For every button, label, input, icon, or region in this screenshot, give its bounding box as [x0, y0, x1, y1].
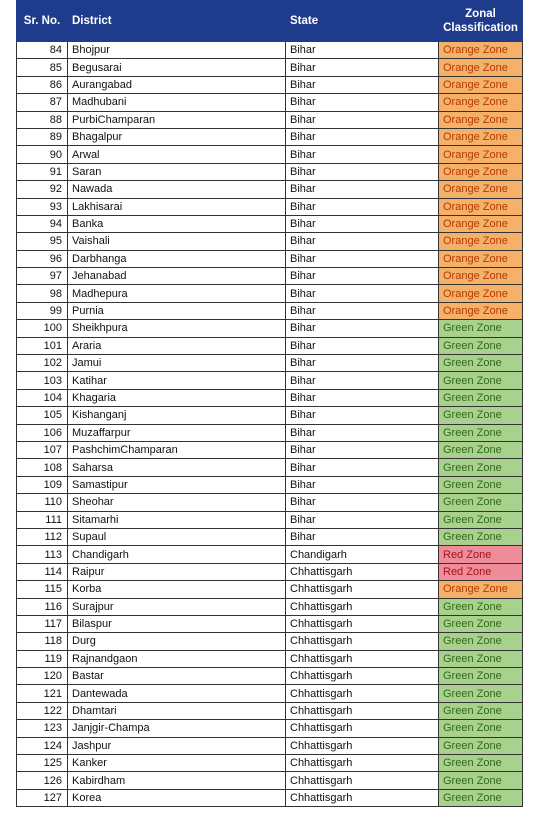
sr-no-cell: 85	[17, 59, 68, 76]
zone-badge: Orange Zone	[443, 200, 508, 213]
state-cell: Chhattisgarh	[286, 737, 439, 754]
zone-badge: Green Zone	[443, 670, 502, 683]
zone-cell	[439, 476, 523, 493]
district-cell: Lakhisarai	[68, 198, 286, 215]
district-cell: Raipur	[68, 563, 286, 580]
zone-cell	[439, 511, 523, 528]
zone-cell	[439, 128, 523, 145]
sr-no-cell: 94	[17, 215, 68, 232]
zone-badge: Green Zone	[443, 444, 502, 457]
district-cell: Jehanabad	[68, 268, 286, 285]
table-row	[17, 494, 523, 511]
zone-cell	[439, 546, 523, 563]
state-cell: Bihar	[286, 250, 439, 267]
sr-no-cell: 109	[17, 476, 68, 493]
table-row	[17, 459, 523, 476]
zone-cell	[439, 407, 523, 424]
sr-no-cell: 103	[17, 372, 68, 389]
zone-badge: Orange Zone	[443, 113, 508, 126]
table-row	[17, 111, 523, 128]
table-row	[17, 320, 523, 337]
state-cell: Bihar	[286, 233, 439, 250]
header-state: State	[286, 1, 439, 42]
district-cell: Dantewada	[68, 685, 286, 702]
state-cell: Bihar	[286, 94, 439, 111]
district-cell: Banka	[68, 215, 286, 232]
district-cell: Darbhanga	[68, 250, 286, 267]
zone-badge: Orange Zone	[443, 165, 508, 178]
zone-cell	[439, 59, 523, 76]
table-row	[17, 424, 523, 441]
zone-badge: Green Zone	[443, 322, 502, 335]
zone-cell	[439, 285, 523, 302]
zone-badge: Red Zone	[443, 565, 492, 578]
zone-badge: Orange Zone	[443, 44, 508, 57]
zone-cell	[439, 355, 523, 372]
table-row	[17, 702, 523, 719]
state-cell: Chhattisgarh	[286, 633, 439, 650]
table-row	[17, 163, 523, 180]
district-cell: Sheohar	[68, 494, 286, 511]
sr-no-cell: 92	[17, 181, 68, 198]
district-cell: Araria	[68, 337, 286, 354]
zone-badge: Green Zone	[443, 513, 502, 526]
sr-no-cell: 126	[17, 772, 68, 789]
state-cell: Bihar	[286, 146, 439, 163]
state-cell: Chhattisgarh	[286, 772, 439, 789]
table-row	[17, 528, 523, 545]
district-cell: Madhubani	[68, 94, 286, 111]
zone-badge: Green Zone	[443, 791, 502, 804]
district-cell: Jamui	[68, 355, 286, 372]
table-row	[17, 476, 523, 493]
sr-no-cell: 86	[17, 76, 68, 93]
district-cell: Korba	[68, 581, 286, 598]
sr-no-cell: 112	[17, 528, 68, 545]
table-row	[17, 615, 523, 632]
zone-cell	[439, 94, 523, 111]
district-cell: Khagaria	[68, 389, 286, 406]
zone-cell	[439, 598, 523, 615]
zone-cell	[439, 215, 523, 232]
sr-no-cell: 123	[17, 720, 68, 737]
zone-badge: Orange Zone	[443, 148, 508, 161]
state-cell: Bihar	[286, 372, 439, 389]
table-row	[17, 285, 523, 302]
sr-no-cell: 87	[17, 94, 68, 111]
sr-no-cell: 99	[17, 302, 68, 319]
zone-cell	[439, 42, 523, 59]
state-cell: Chhattisgarh	[286, 702, 439, 719]
zone-cell	[439, 424, 523, 441]
zone-badge: Green Zone	[443, 461, 502, 474]
zone-cell	[439, 755, 523, 772]
zonal-classification-table	[16, 0, 523, 807]
district-cell: Janjgir-Champa	[68, 720, 286, 737]
header-row	[17, 1, 523, 42]
table-row	[17, 407, 523, 424]
zone-cell	[439, 146, 523, 163]
district-cell: Dhamtari	[68, 702, 286, 719]
table-body	[17, 42, 523, 807]
sr-no-cell: 95	[17, 233, 68, 250]
table-row	[17, 146, 523, 163]
table-row	[17, 668, 523, 685]
zone-cell	[439, 111, 523, 128]
district-cell: Bhojpur	[68, 42, 286, 59]
sr-no-cell: 97	[17, 268, 68, 285]
header-sr-no: Sr. No.	[17, 1, 68, 42]
district-cell: Sitamarhi	[68, 511, 286, 528]
state-cell: Bihar	[286, 407, 439, 424]
table-row	[17, 42, 523, 59]
table-row	[17, 546, 523, 563]
state-cell: Bihar	[286, 494, 439, 511]
district-cell: Saharsa	[68, 459, 286, 476]
header-zonal-classification	[439, 1, 523, 42]
zone-cell	[439, 494, 523, 511]
zone-cell	[439, 633, 523, 650]
zone-cell	[439, 581, 523, 598]
table-row	[17, 198, 523, 215]
table-row	[17, 685, 523, 702]
table-row	[17, 598, 523, 615]
sr-no-cell: 100	[17, 320, 68, 337]
district-cell: Sheikhpura	[68, 320, 286, 337]
zone-badge: Green Zone	[443, 374, 502, 387]
zone-badge: Green Zone	[443, 687, 502, 700]
district-cell: Chandigarh	[68, 546, 286, 563]
zone-cell	[439, 668, 523, 685]
zone-badge: Green Zone	[443, 392, 502, 404]
zone-cell	[439, 441, 523, 458]
state-cell: Bihar	[286, 163, 439, 180]
zone-cell	[439, 650, 523, 667]
zone-cell	[439, 181, 523, 198]
state-cell: Bihar	[286, 476, 439, 493]
sr-no-cell: 84	[17, 42, 68, 59]
sr-no-cell: 114	[17, 563, 68, 580]
zone-badge: Orange Zone	[443, 131, 508, 144]
zone-badge: Green Zone	[443, 705, 502, 718]
zone-cell	[439, 459, 523, 476]
zone-cell	[439, 302, 523, 319]
zone-badge: Orange Zone	[443, 305, 508, 318]
zone-badge: Orange Zone	[443, 218, 508, 231]
table-row	[17, 250, 523, 267]
sr-no-cell: 105	[17, 407, 68, 424]
table-row	[17, 233, 523, 250]
district-cell: Korea	[68, 789, 286, 806]
state-cell: Chhattisgarh	[286, 789, 439, 806]
zone-cell	[439, 163, 523, 180]
sr-no-cell: 127	[17, 789, 68, 806]
district-cell: Saran	[68, 163, 286, 180]
zone-badge: Green Zone	[443, 652, 502, 665]
state-cell: Bihar	[286, 42, 439, 59]
zone-badge: Green Zone	[443, 478, 502, 491]
state-cell: Bihar	[286, 389, 439, 406]
sr-no-cell: 110	[17, 494, 68, 511]
zone-cell	[439, 789, 523, 806]
zone-badge: Orange Zone	[443, 583, 508, 596]
state-cell: Bihar	[286, 128, 439, 145]
state-cell: Chhattisgarh	[286, 598, 439, 615]
sr-no-cell: 111	[17, 511, 68, 528]
zone-badge: Green Zone	[443, 757, 502, 770]
state-cell: Bihar	[286, 337, 439, 354]
zone-badge: Orange Zone	[443, 270, 508, 283]
district-cell: PurbiChamparan	[68, 111, 286, 128]
state-cell: Bihar	[286, 59, 439, 76]
zone-badge: Orange Zone	[443, 183, 508, 196]
zone-badge: Green Zone	[443, 409, 502, 422]
sr-no-cell: 120	[17, 668, 68, 685]
district-cell: Purnia	[68, 302, 286, 319]
district-cell: Begusarai	[68, 59, 286, 76]
table-row	[17, 302, 523, 319]
sr-no-cell: 124	[17, 737, 68, 754]
state-cell: Chhattisgarh	[286, 668, 439, 685]
state-cell: Bihar	[286, 511, 439, 528]
table-row	[17, 268, 523, 285]
district-cell: Jashpur	[68, 737, 286, 754]
table-row	[17, 772, 523, 789]
zone-cell	[439, 250, 523, 267]
district-cell: Surajpur	[68, 598, 286, 615]
state-cell: Chhattisgarh	[286, 650, 439, 667]
sr-no-cell: 121	[17, 685, 68, 702]
state-cell: Chhattisgarh	[286, 563, 439, 580]
state-cell: Bihar	[286, 302, 439, 319]
zone-badge: Orange Zone	[443, 252, 508, 265]
sr-no-cell: 115	[17, 581, 68, 598]
state-cell: Bihar	[286, 459, 439, 476]
sr-no-cell: 108	[17, 459, 68, 476]
zone-badge: Green Zone	[443, 531, 502, 544]
sr-no-cell: 98	[17, 285, 68, 302]
zone-badge: Green Zone	[443, 426, 502, 439]
district-cell: Bhagalpur	[68, 128, 286, 145]
zone-cell	[439, 76, 523, 93]
table-row	[17, 76, 523, 93]
district-cell: Nawada	[68, 181, 286, 198]
district-cell: Supaul	[68, 528, 286, 545]
state-cell: Bihar	[286, 355, 439, 372]
state-cell: Chandigarh	[286, 546, 439, 563]
state-cell: Bihar	[286, 285, 439, 302]
table-row	[17, 128, 523, 145]
district-cell: Durg	[68, 633, 286, 650]
zone-badge: Orange Zone	[443, 61, 508, 74]
zone-cell	[439, 337, 523, 354]
table-row	[17, 789, 523, 806]
table-row	[17, 389, 523, 406]
zone-badge: Orange Zone	[443, 96, 508, 109]
district-cell: Arwal	[68, 146, 286, 163]
table-row	[17, 511, 523, 528]
sr-no-cell: 117	[17, 615, 68, 632]
sr-no-cell: 125	[17, 755, 68, 772]
table-row	[17, 181, 523, 198]
zone-cell	[439, 772, 523, 789]
table-row	[17, 215, 523, 232]
state-cell: Bihar	[286, 181, 439, 198]
zone-cell	[439, 615, 523, 632]
header-district: District	[68, 1, 286, 42]
table-row	[17, 355, 523, 372]
zone-cell	[439, 198, 523, 215]
zone-cell	[439, 233, 523, 250]
state-cell: Bihar	[286, 268, 439, 285]
zone-badge: Orange Zone	[443, 78, 508, 91]
sr-no-cell: 122	[17, 702, 68, 719]
district-cell: Katihar	[68, 372, 286, 389]
zone-cell	[439, 737, 523, 754]
district-cell: Vaishali	[68, 233, 286, 250]
district-cell: Samastipur	[68, 476, 286, 493]
district-cell: Rajnandgaon	[68, 650, 286, 667]
district-cell: Aurangabad	[68, 76, 286, 93]
table-row	[17, 755, 523, 772]
state-cell: Bihar	[286, 198, 439, 215]
zone-badge: Green Zone	[443, 635, 502, 648]
sr-no-cell: 116	[17, 598, 68, 615]
table-row	[17, 650, 523, 667]
district-cell: Bilaspur	[68, 615, 286, 632]
zone-cell	[439, 389, 523, 406]
zone-cell	[439, 320, 523, 337]
header-zone-line2: Classification	[443, 22, 518, 34]
zone-badge: Green Zone	[443, 339, 502, 352]
district-cell: Kishanganj	[68, 407, 286, 424]
zone-cell	[439, 528, 523, 545]
state-cell: Bihar	[286, 320, 439, 337]
table-row	[17, 94, 523, 111]
zone-badge: Green Zone	[443, 600, 502, 613]
zone-badge: Orange Zone	[443, 235, 508, 248]
sr-no-cell: 89	[17, 128, 68, 145]
sr-no-cell: 93	[17, 198, 68, 215]
district-cell: Kabirdham	[68, 772, 286, 789]
sr-no-cell: 88	[17, 111, 68, 128]
table-row	[17, 720, 523, 737]
state-cell: Chhattisgarh	[286, 581, 439, 598]
sr-no-cell: 119	[17, 650, 68, 667]
table-row	[17, 337, 523, 354]
state-cell: Bihar	[286, 441, 439, 458]
sr-no-cell: 91	[17, 163, 68, 180]
state-cell: Bihar	[286, 215, 439, 232]
table-row	[17, 59, 523, 76]
zone-cell	[439, 702, 523, 719]
zone-cell	[439, 685, 523, 702]
sr-no-cell: 106	[17, 424, 68, 441]
state-cell: Bihar	[286, 528, 439, 545]
sr-no-cell: 102	[17, 355, 68, 372]
zone-badge: Green Zone	[443, 722, 502, 735]
zone-badge: Orange Zone	[443, 287, 508, 300]
district-cell: PashchimChamparan	[68, 441, 286, 458]
sr-no-cell: 90	[17, 146, 68, 163]
table-row	[17, 441, 523, 458]
zone-badge: Green Zone	[443, 496, 502, 509]
state-cell: Chhattisgarh	[286, 720, 439, 737]
sr-no-cell: 104	[17, 389, 68, 406]
zone-cell	[439, 268, 523, 285]
table-row	[17, 563, 523, 580]
state-cell: Bihar	[286, 76, 439, 93]
sr-no-cell: 107	[17, 441, 68, 458]
table-row	[17, 737, 523, 754]
sr-no-cell: 113	[17, 546, 68, 563]
zone-cell	[439, 563, 523, 580]
sr-no-cell: 118	[17, 633, 68, 650]
table-row	[17, 633, 523, 650]
zone-badge: Green Zone	[443, 774, 502, 787]
zone-badge: Green Zone	[443, 739, 502, 752]
zone-badge: Green Zone	[443, 357, 502, 370]
district-cell: Bastar	[68, 668, 286, 685]
zone-badge: Red Zone	[443, 548, 492, 561]
state-cell: Chhattisgarh	[286, 755, 439, 772]
sr-no-cell: 96	[17, 250, 68, 267]
sr-no-cell: 101	[17, 337, 68, 354]
district-cell: Muzaffarpur	[68, 424, 286, 441]
state-cell: Chhattisgarh	[286, 615, 439, 632]
district-cell: Madhepura	[68, 285, 286, 302]
state-cell: Bihar	[286, 111, 439, 128]
table-row	[17, 581, 523, 598]
zone-cell	[439, 372, 523, 389]
district-cell: Kanker	[68, 755, 286, 772]
state-cell: Bihar	[286, 424, 439, 441]
zone-badge: Green Zone	[443, 618, 502, 631]
zone-cell	[439, 720, 523, 737]
table-row	[17, 372, 523, 389]
state-cell: Chhattisgarh	[286, 685, 439, 702]
header-zone-line1: Zonal	[465, 8, 496, 20]
